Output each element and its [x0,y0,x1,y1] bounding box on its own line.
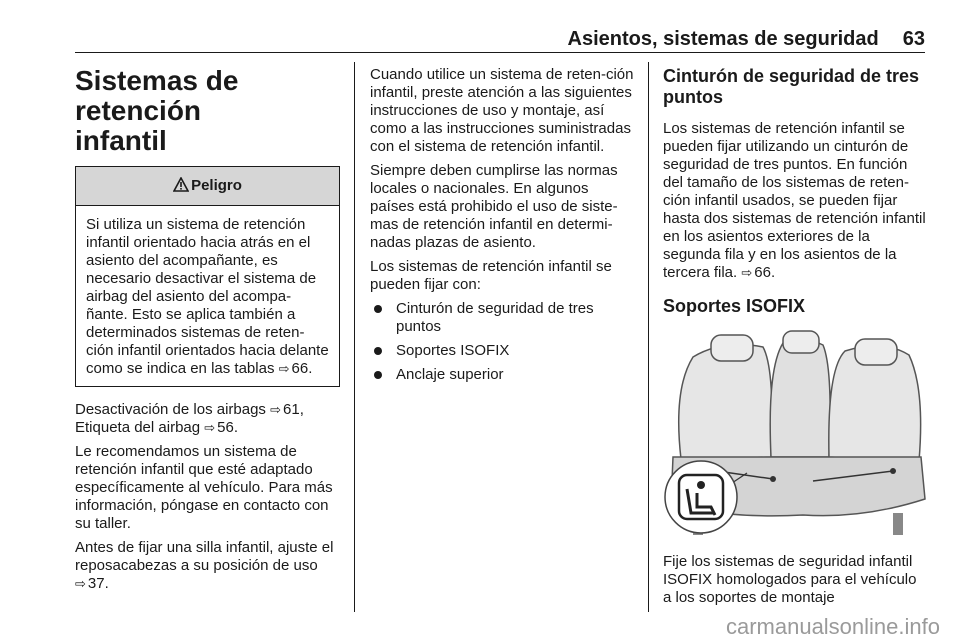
paragraph-instructions: Cuando utilice un sistema de reten-ción infantil, preste atención a las siguientes instrucciones de uso y montaje, así como a las instrucciones suministradas con el sistema de retención infantil. [370,66,634,155]
section-title-line2: infantil [75,125,167,156]
subtitle-three-point-belt: Cinturón de seguridad de tres puntos [663,66,920,107]
section-title [75,66,340,156]
warning-header [76,167,339,206]
arrow-right-icon: ⇨ [278,361,290,376]
isofix-child-seat-icon [665,461,737,533]
header-rule [75,52,925,53]
xref-airbag-label[interactable]: ⇨ 56. [204,419,239,436]
list-item: Cinturón de seguridad de tres puntos [370,300,635,336]
danger-warning-box [75,166,340,387]
column-3 [663,66,928,613]
isofix-seat-illustration [663,329,927,539]
paragraph-three-point-belt: Los sistemas de retención infantil se pueden fijar utilizando un cinturón de seguridad de tres puntos. En función del tamaño de los sistemas de reten-ción infantil usados, se pueden fijar hasta dos sistemas de retención infantil en los asientos exteriores de la segunda fila y en los asientos de la tercera fila. ⇨ 66. [663,120,926,281]
arrow-right-icon: ⇨ [75,576,86,591]
warning-body [76,206,339,386]
column-divider-2 [648,62,649,612]
bullet-icon [374,347,382,355]
xref-airbag-deactivation[interactable]: ⇨ 61, [270,401,304,418]
xref-headrest[interactable]: ⇨ 37. [75,575,109,592]
bullet-icon [374,305,382,313]
page-number: 63 [902,28,925,50]
column-2 [370,66,635,390]
column-1 [75,66,340,599]
arrow-right-icon: ⇨ [741,265,753,280]
arrow-right-icon: ⇨ [270,402,282,417]
list-item: Anclaje superior [370,366,635,384]
paragraph-isofix: Fije los sistemas de seguridad infantil ISOFIX homologados para el vehículo a los soportes de montaje [663,553,917,606]
column-divider-1 [354,62,355,612]
section-title-line1: Sistemas de retención [75,65,239,126]
subtitle-isofix: Soportes ISOFIX [663,296,806,316]
paragraph-fixing: Los sistemas de retención infantil se pueden fijar con: [370,258,612,293]
paragraph-headrest: Antes de fijar una silla infantil, ajuste el reposacabezas a su posición de uso ⇨ 37. [75,539,334,592]
list-item: Soportes ISOFIX [370,342,635,360]
header-title: Asientos, sistemas de seguridad [567,28,879,50]
paragraph-recommendation: Le recomendamos un sistema de retención infantil que esté adaptado específicamente al vehículo. Para más información, póngase en contacto con su taller. [75,443,333,532]
paragraph-regulations: Siempre deben cumplirse las normas locales o nacionales. En algunos países está prohibido el uso de siste-mas de retención infantil en determi-nadas plazas de asiento. [370,162,618,251]
warning-triangle-icon [173,177,189,192]
xref-tables[interactable]: ⇨ 66. [741,264,776,281]
page-header [75,28,925,50]
watermark: carmanualsonline.info [725,614,940,639]
bullet-icon [374,371,382,379]
cross-references: Desactivación de los airbags ⇨ 61, Etiqueta del airbag ⇨ 56. [75,401,304,436]
fixing-methods-list [370,300,635,384]
warning-title: Peligro [191,177,242,194]
arrow-right-icon: ⇨ [204,420,216,435]
warning-xref[interactable]: ⇨ 66. [278,360,313,377]
warning-text: Si utiliza un sistema de retención infantil orientado hacia atrás en el asiento del acompañante, es necesario desactivar el sistema de airbag del asiento del acompa-ñante. Esto se aplica también a determinados sistemas de reten-ción infantil orientados hacia delante como se indica en las tablas [86,216,329,377]
